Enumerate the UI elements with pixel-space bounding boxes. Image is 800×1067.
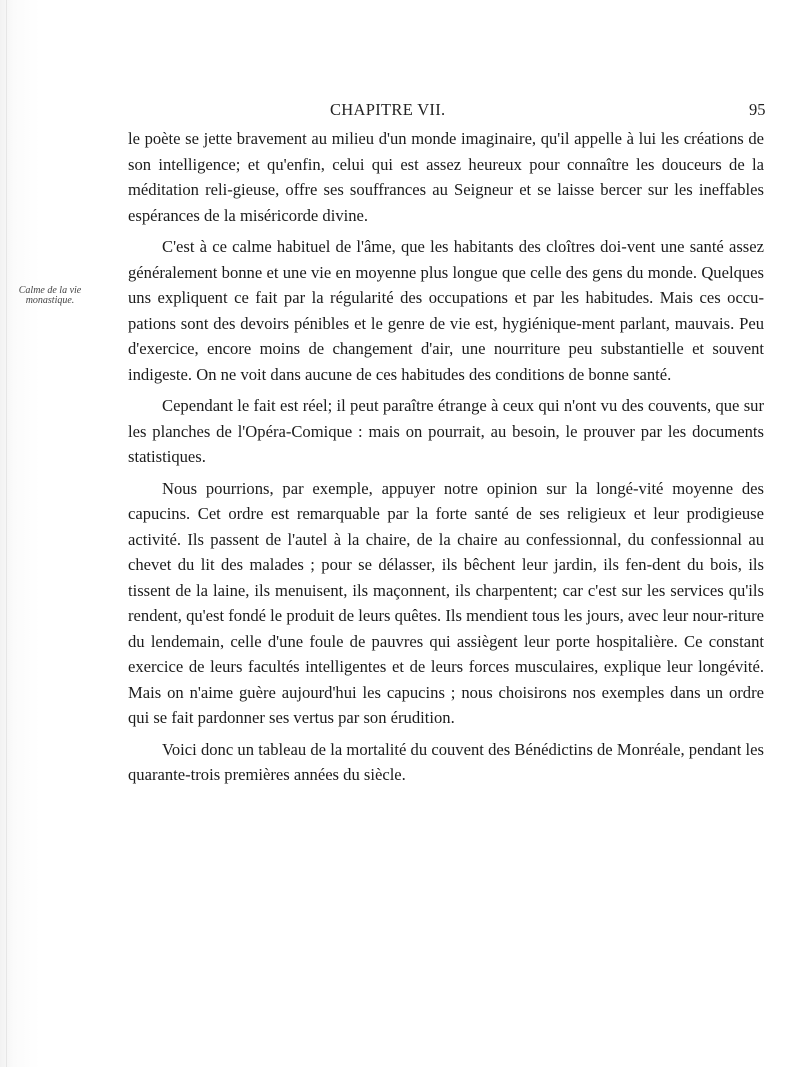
chapter-title: CHAPITRE VII.: [330, 100, 446, 119]
margin-note-line-1: Calme de la vie: [18, 285, 82, 296]
running-head: [0, 100, 800, 124]
page-gutter: [6, 0, 7, 1067]
page-number: 95: [749, 100, 766, 119]
paragraph-5: Voici donc un tableau de la mortalité du couvent des Bénédictins de Monréale, pendant les quarante-trois premières années du siècle.: [128, 739, 764, 784]
paragraph-4: Nous pourrions, par exemple, appuyer notre opinion sur la longé-vité moyenne des capucins. Cet ordre est remarquable par la forte santé de ses religieux et leur prodigieuse activité. Ils passent de l'autel à la chaire, de la chaire au confessionnal, du confessionnal au chevet du lit des malades ; pour se délasser, ils bêchent leur jardin, ils fen-dent du bois, ils tissent de la laine, ils menuisent, ils maçonnent, ils charpentent; car c'est sur les services qu'ils rendent, qu'est fondé le produit de leurs quêtes. Ils mendient tous les jours, avec leur nour-riture du lendemain, celle d'une foule de pauvres qui assiègent leur porte hospitalière. Ce constant exercice de leurs facultés intelligentes et de leurs forces musculaires, explique leur longévité. Mais on n'aime guère aujourd'hui les capucins ; nous choisirons nos exemples dans un ordre qui se fait pardonner ses vertus par son érudition.: [128, 478, 764, 727]
margin-note: [8, 286, 92, 306]
paragraph-1: le poète se jette bravement au milieu d'un monde imaginaire, qu'il appelle à lui les créations de son intelligence; et qu'enfin, celui qui est assez heureux pour connaître les douceurs de la méditation reli-gieuse, offre ses souffrances au Seigneur et se laisse bercer sur les ineffables espérances de la miséricorde divine.: [128, 129, 764, 225]
paragraph-2: C'est à ce calme habituel de l'âme, que les habitants des cloîtres doi-vent une santé assez généralement bonne et une vie en moyenne plus longue que celle des gens du monde. Quelques uns expliquent ce fait par la régularité des occupations et par les habitudes. Mais ces occu-pations sont des devoirs pénibles et le genre de vie est, hygiénique-ment parlant, mauvais. Peu d'exercice, encore moins de changement d'air, une nourriture peu substantielle et souvent indigeste. On ne voit dans aucune de ces habitudes des conditions de bonne santé.: [128, 237, 764, 384]
margin-note-line-2: monastique.: [25, 295, 75, 306]
paragraph-3: Cependant le fait est réel; il peut paraître étrange à ceux qui n'ont vu des couvents, que sur les planches de l'Opéra-Comique : mais on pourrait, au besoin, le prouver par les documents statistiques.: [128, 396, 764, 466]
body-text: [128, 126, 764, 794]
